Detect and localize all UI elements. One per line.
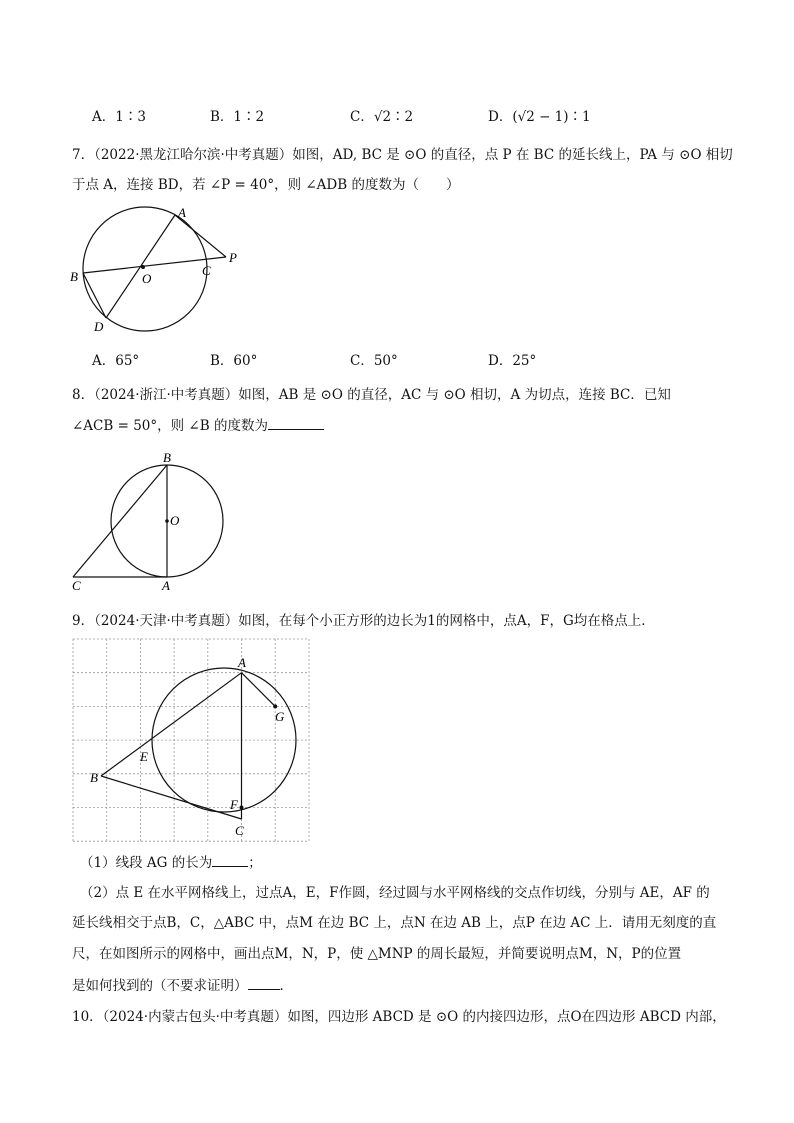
q7-question-line2: 于点 A，连接 BD，若 ∠P = 40°，则 ∠ADB 的度数为（ ） (72, 177, 460, 193)
q8-question-line1: 8．（2024·浙江·中考真题）如图，AB 是 ⊙O 的直径，AC 与 ⊙O 相切，A 为切点，连接 BC．已知 (72, 387, 671, 403)
q6-option-c: C．√2∶2 (350, 109, 414, 125)
q9-part2-line3: 尺，在如图所示的网格中，画出点M，N，P，使 △MNP 的周长最短，并简要说明点M，N，P的位置 (72, 946, 682, 962)
q8-figure (66, 448, 246, 593)
q8-label-c: C (72, 578, 81, 593)
q7-option-a: A．65° (92, 353, 140, 369)
q9-label-c: C (235, 823, 244, 838)
q7-question-line1: 7．（2022·黑龙江哈尔滨·中考真题）如图，AD, BC 是 ⊙O 的直径，点 P 在 BC 的延长线上，PA 与 ⊙O 相切 (72, 147, 733, 163)
q8-label-a: A (162, 578, 170, 593)
q9-part2-line2: 延长线相交于点B，C，△ABC 中，点M 在边 BC 上，点N 在边 AB 上，点P 在边 AC 上．请用无刻度的直 (72, 915, 717, 931)
q8-label-b: B (163, 450, 171, 465)
q9-label-e: E (140, 749, 148, 764)
q8-answer-blank[interactable] (268, 415, 324, 430)
q7-label-a: A (178, 205, 186, 220)
q7-label-o: O (142, 271, 152, 286)
q8-question-line2: ∠ACB = 50°，则 ∠B 的度数为 (72, 415, 324, 436)
q9-label-g: G (275, 709, 285, 724)
q7-label-c: C (202, 263, 211, 278)
q6-option-b: B．1∶2 (210, 109, 265, 125)
q6-option-d: D．(√2 − 1)∶1 (488, 109, 591, 125)
q7-option-b: B．60° (210, 353, 258, 369)
q9-part1: （1）线段 AG 的长为 ； (80, 852, 262, 873)
q8-label-o: O (170, 513, 180, 528)
q7-option-c: C．50° (350, 353, 398, 369)
q7-figure (66, 203, 256, 338)
q9-label-b: B (90, 770, 98, 785)
q7-label-b: B (70, 269, 78, 284)
q9-grid-figure (72, 638, 312, 844)
q9-label-a: A (238, 655, 246, 670)
q9-question-line1: 9．（2024·天津·中考真题）如图，在每个小正方形的边长为1的网格中，点A，F，G均在格点上． (72, 613, 655, 629)
q7-label-d: D (94, 319, 104, 334)
q7-option-d: D．25° (488, 353, 537, 369)
q7-label-p: P (229, 250, 237, 265)
q6-option-a: A．1∶3 (92, 109, 146, 125)
q9-part1-answer-blank[interactable] (212, 852, 248, 867)
q9-part2-line1: （2）点 E 在水平网格线上，过点A，E，F作圆，经过圆与水平网格线的交点作切线，分别与 AE，AF 的 (80, 885, 710, 901)
q9-grid (73, 639, 309, 841)
q10-question-line1: 10．（2024·内蒙古包头·中考真题）如图，四边形 ABCD 是 ⊙O 的内接四边形，点O在四边形 ABCD 内部， (72, 1009, 726, 1025)
q9-part2-line4: 是如何找到的（不要求证明） ． (72, 975, 293, 996)
q9-label-f: F (230, 797, 238, 812)
q9-part2-answer-blank[interactable] (248, 975, 280, 990)
